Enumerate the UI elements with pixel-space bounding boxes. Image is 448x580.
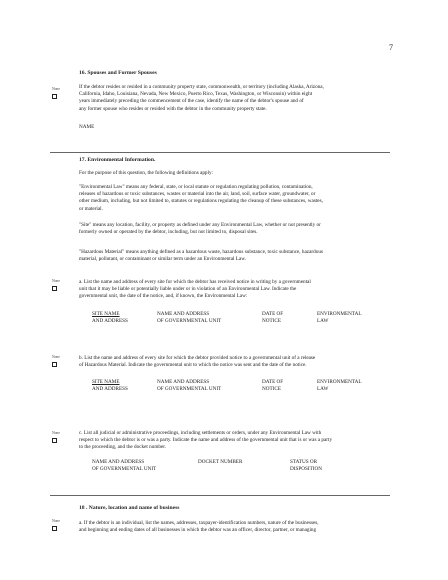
s18-line: and beginning and ending dates of all businesses in which the debtor was an officer, director, partner, or managing	[79, 527, 317, 534]
col-status-or-disposition	[290, 459, 322, 472]
col-governmental-unit	[92, 459, 156, 472]
def3-line: "Hazardous Material" means anything defined as a hazardous waste, hazardous substance, toxic substance, hazardous	[79, 249, 323, 255]
divider	[50, 152, 390, 153]
def1-line: "Environmental Law" means any federal, state, or local statute or regulation regulating pollution, contamination,	[79, 184, 313, 190]
s16-line: any former spouse who resides or resided with the debtor in the community property state.	[79, 105, 267, 112]
def1-line: releases of hazardous or toxic substances, wastes or material into the air, land, soil, surface water, groundwater, or	[79, 191, 316, 198]
s17a-none-checkbox[interactable]	[52, 286, 57, 291]
s16-none-checkbox[interactable]	[52, 94, 57, 99]
s17a-line: unit that it may be liable or potentially liable under or in violation of an Environmental Law. Indicate the	[79, 286, 297, 293]
col-site-name	[92, 379, 128, 392]
col-line: NAME AND ADDRESS	[157, 311, 210, 317]
col-line: SITE NAME	[92, 311, 120, 317]
col-date-of-notice	[262, 311, 283, 324]
def2-line: "Site" means any location, facility, or property as defined under any Environmental Law, whether or not presently or	[79, 222, 321, 228]
def2-line: formerly owned or operated by the debtor, including, but not limited to, disposal sites.	[79, 229, 258, 236]
s17c-line: c. List all judicial or administrative proceedings, including settlements or orders, under any Environmental Law with	[79, 430, 322, 436]
section-16-heading: 16. Spouses and Former Spouses	[79, 70, 157, 76]
col-site-name	[92, 311, 128, 324]
divider	[50, 495, 390, 496]
col-line: NAME AND ADDRESS	[92, 459, 145, 465]
col-line: OF GOVERNMENTAL UNIT	[92, 465, 157, 472]
col-line: SITE NAME	[92, 379, 120, 385]
col-date-of-notice	[262, 379, 283, 392]
col-line: DOCKET NUMBER	[198, 459, 243, 465]
s17b-paragraph	[79, 355, 399, 369]
col-line: AND ADDRESS	[92, 317, 128, 324]
s17-definition-environmental-law	[79, 184, 399, 213]
s17b-line: of Hazardous Material. Indicate the governmental unit to which the notice was sent and the date of the notice.	[79, 362, 307, 369]
s16-paragraph	[79, 84, 399, 113]
col-environmental-law	[317, 379, 362, 392]
def3-line: material, pollutant, or contaminant or similar term under an Environmental Law.	[79, 256, 246, 263]
col-line: ENVIRONMENTAL	[317, 379, 362, 385]
s17-definition-site	[79, 222, 399, 236]
s17-intro: For the purpose of this question, the following definitions apply:	[79, 170, 213, 176]
s17c-paragraph	[79, 430, 404, 452]
col-line: DISPOSITION	[290, 465, 322, 472]
s17b-none-checkbox[interactable]	[52, 362, 57, 367]
s17-definition-hazardous-material	[79, 249, 399, 263]
col-line: DATE OF	[262, 379, 284, 385]
section-17-heading: 17. Environmental Information.	[79, 157, 156, 163]
s17b-line: b. List the name and address of every site for which the debtor provided notice to a governmental unit of a release	[79, 355, 316, 361]
col-line: NOTICE	[262, 385, 282, 392]
col-line: NOTICE	[262, 317, 282, 324]
s18-line: a. If the debtor is an individual, list the names, addresses, taxpayer-identification numbers, nature of the businesses,	[79, 520, 319, 526]
s17a-line: governmental unit, the date of the notice, and, if known, the Environmental Law:	[79, 293, 248, 300]
col-line: OF GOVERNMENTAL UNIT	[157, 317, 222, 324]
col-docket-number	[198, 459, 242, 466]
s17c-line: to the proceeding, and the docket number.	[79, 444, 167, 451]
col-line: LAW	[317, 385, 329, 392]
s16-line: years immediately preceding the commencement of the case, identify the name of the debtor's spouse and of	[79, 98, 304, 105]
col-line: OF GOVERNMENTAL UNIT	[157, 385, 222, 392]
s17c-none-label: None	[52, 431, 60, 435]
s16-none-label: None	[52, 87, 60, 91]
col-line: STATUS OR	[290, 459, 318, 465]
s18-none-label: None	[52, 519, 60, 523]
s17b-none-label: None	[52, 355, 60, 359]
s18-paragraph	[79, 520, 399, 534]
s17c-line: respect to which the debtor is or was a party. Indicate the name and address of the governmental unit that is or was a party	[79, 437, 333, 444]
col-line: NAME AND ADDRESS	[157, 379, 210, 385]
def1-line: or material.	[79, 205, 103, 212]
s17a-paragraph	[79, 279, 399, 301]
def1-line: other medium, including, but not limited to, statutes or regulations regulating the cleanup of these substances, wastes,	[79, 198, 323, 205]
s17a-line: a. List the name and address of every site for which the debtor has received notice in writing by a governmental	[79, 279, 311, 285]
col-line: AND ADDRESS	[92, 385, 128, 392]
s16-name-label: NAME	[79, 124, 95, 130]
col-governmental-unit	[157, 311, 221, 324]
s17a-none-label: None	[52, 279, 60, 283]
s18-none-checkbox[interactable]	[52, 526, 57, 531]
col-environmental-law	[317, 311, 362, 324]
col-line: DATE OF	[262, 311, 284, 317]
s16-line: If the debtor resides or resided in a community property state, commonwealth, or territory (including Alaska, Arizona,	[79, 84, 324, 90]
col-line: LAW	[317, 317, 329, 324]
s16-line: California, Idaho, Louisiana, Nevada, New Mexico, Puerto Rico, Texas, Washington, or Wisconsin) within eight	[79, 91, 313, 98]
page-number: 7	[389, 43, 393, 52]
col-governmental-unit	[157, 379, 221, 392]
section-18-heading: 18 . Nature, location and name of business	[79, 505, 180, 511]
s17c-none-checkbox[interactable]	[52, 438, 57, 443]
col-line: ENVIRONMENTAL	[317, 311, 362, 317]
